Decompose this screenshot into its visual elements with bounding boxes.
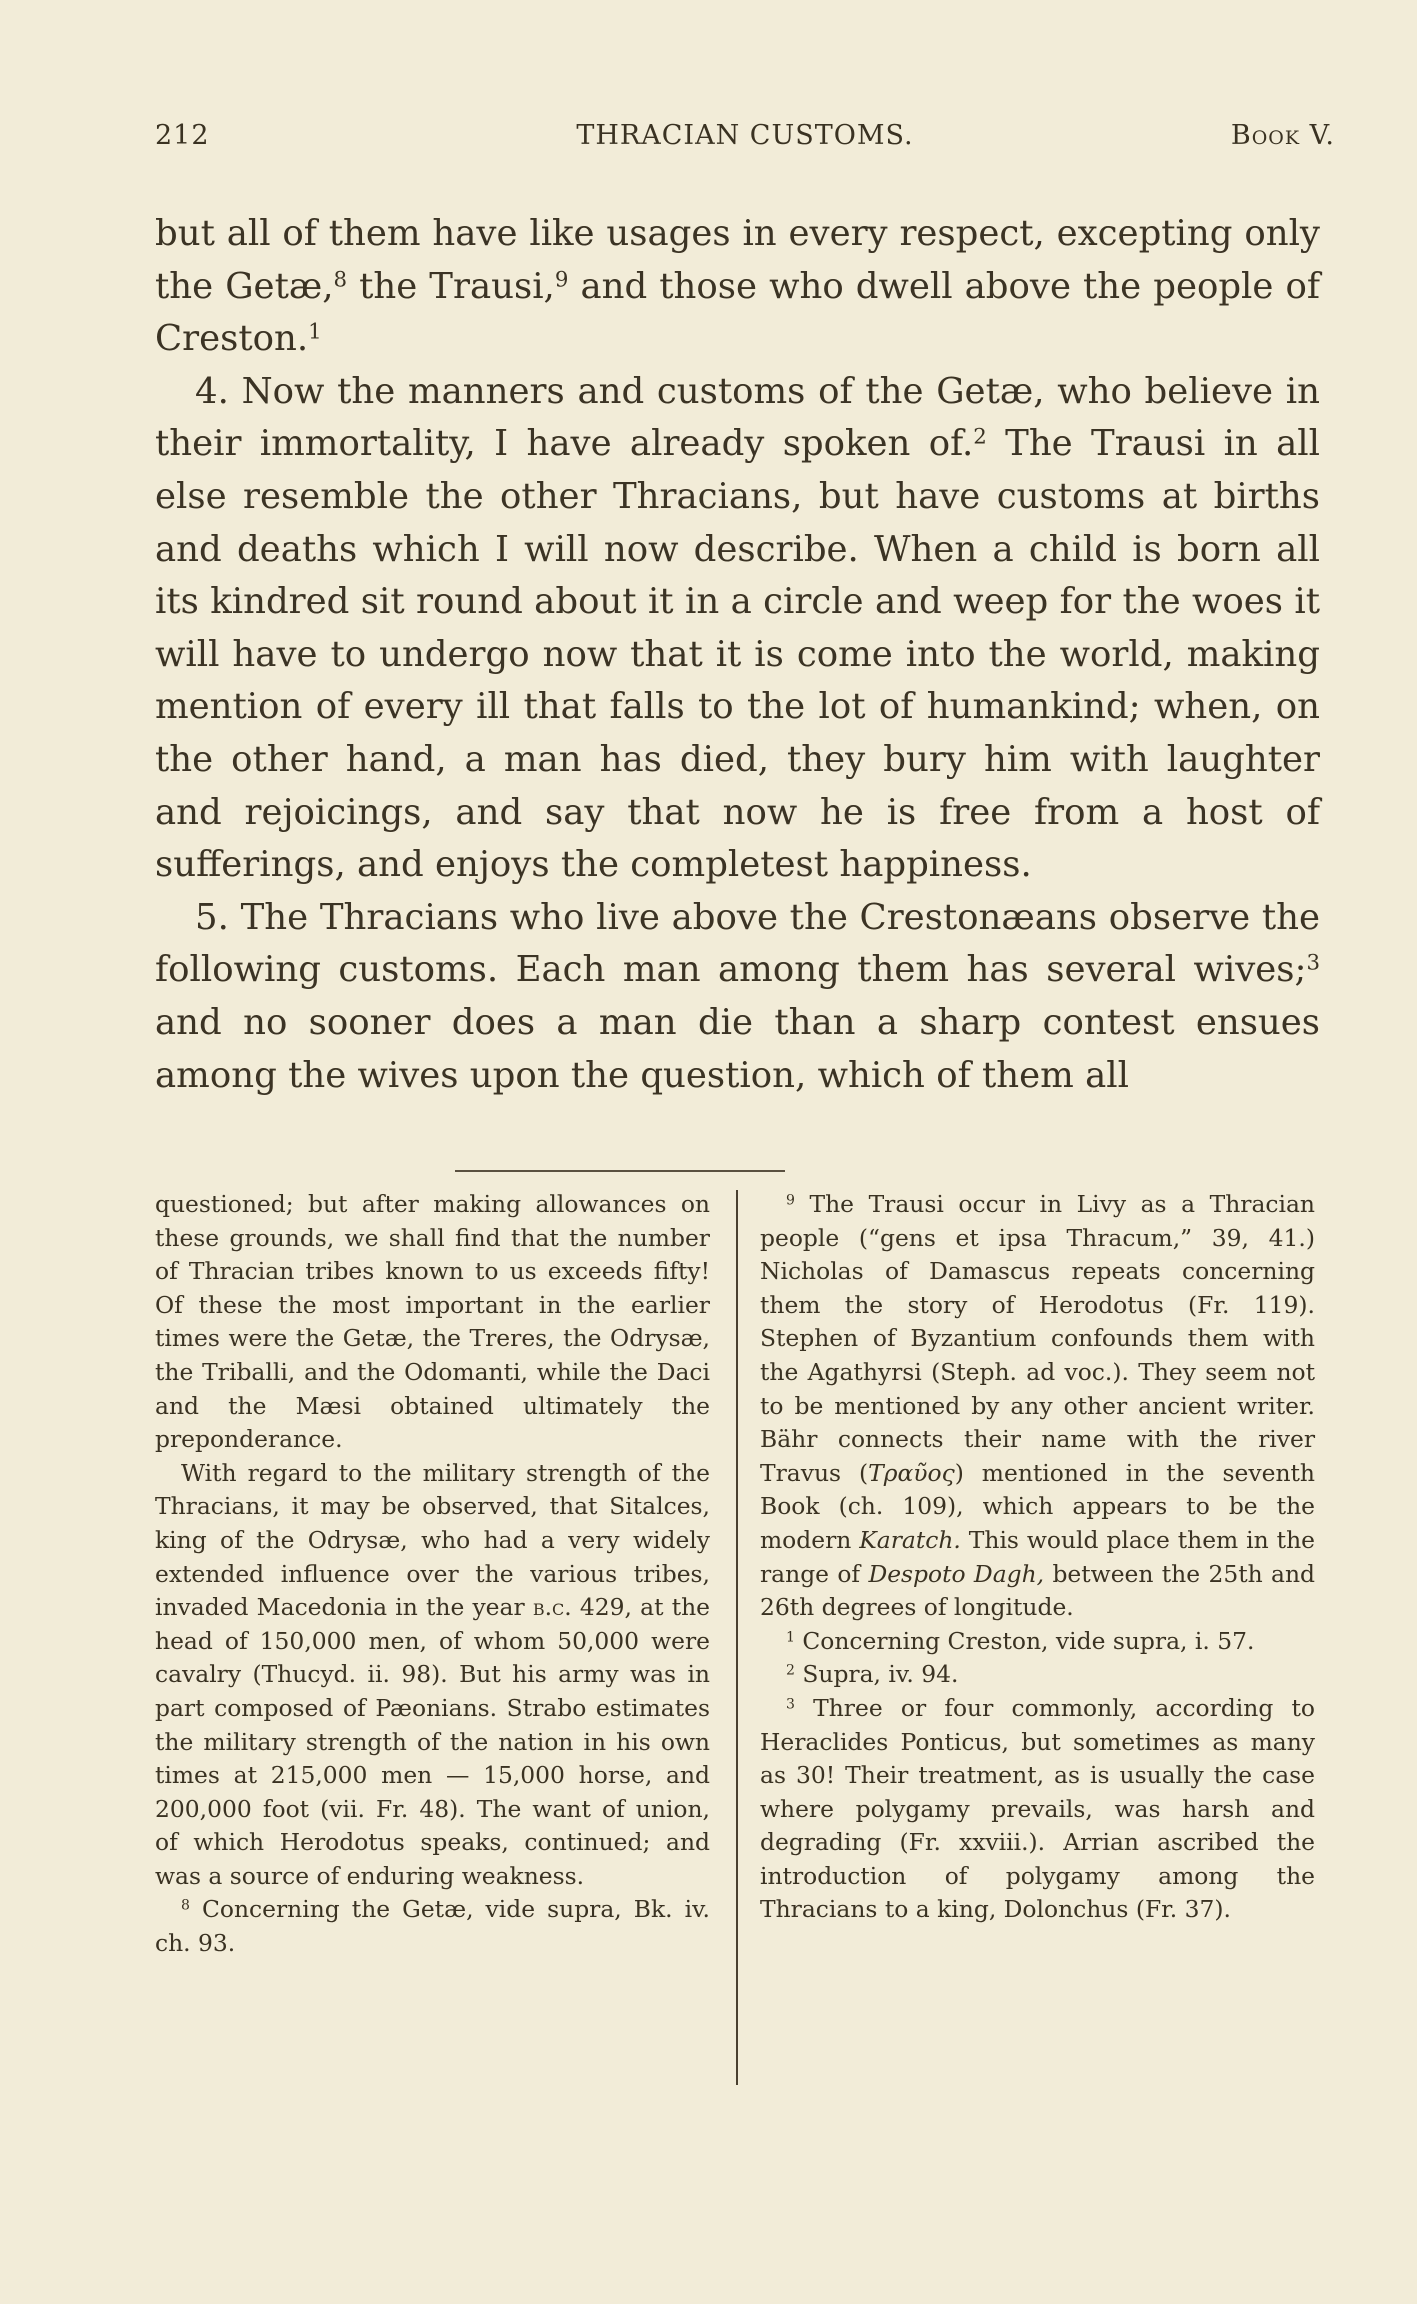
paragraph-4: 4. Now the manners and customs of the Getæ, who believe in their immortality, I have already spoken of.$^2$ The Trausi in all else resemble the other Thracians, but have customs at births and deaths which I will now describe. When a child is born all its kindred sit round about it in a circle and weep for the woes it will have to undergo now that it is come into the world, making mention of every ill that falls to the lot of humankind; when, on the other hand, a man has died, they bury him with laughter and rejoicings, and say that now he is free from a host of sufferings, and enjoys the completest happiness. — [155, 370, 1320, 886]
footnotes-right-column — [760, 1188, 1315, 1927]
footnote-ref-8: 8 — [333, 266, 348, 292]
footnote-rule — [455, 1170, 785, 1172]
footnote-ref-1: 1 — [308, 319, 322, 345]
footnote-8: $^8$ Concerning the Getæ, vide supra, Bk. iv. ch. 93. — [155, 1895, 710, 1958]
main-text — [155, 208, 1320, 1102]
footnote-ref-2: 2 — [973, 424, 987, 450]
page-number: 212 — [155, 120, 210, 151]
footnote-1: $^1$ Concerning Creston, vide supra, i. 57. — [786, 1626, 1255, 1655]
paragraph-continuation: but all of them have like usages in every respect, excepting only the Getæ,$^8$ the Trausi,$^9$ and those who dwell above the people of Creston.$^1$ — [155, 213, 1320, 360]
footnote-ref-3: 3 — [1306, 950, 1320, 976]
running-head — [155, 120, 1335, 170]
footnote-ref-9: 9 — [554, 266, 569, 292]
footnote-continuation: questioned; but after making allowances on these grounds, we shall find that the number of Thracian tribes known to us exceeds fifty! Of these the most important in the earlier times were the Getæ, the Treres, the Odrysæ, the Triballi, and the Odomanti, while the Daci and the Mæsi obtained ultimately the preponderance. — [155, 1190, 710, 1454]
book-label: Book V. — [1230, 120, 1335, 151]
footnote-2: $^2$ Supra, iv. 94. — [786, 1660, 959, 1689]
footnote-military-strength: With regard to the military strength of the Thracians, it may be observed, that Sitalces, king of the Odrysæ, who had a very widely extended influence over the various tribes, invaded Macedonia in the year b.c. 429, at the head of 150,000 men, of whom 50,000 were cavalry (Thucyd. ii. 98). But his army was in part composed of Pæonians. Strabo estimates the military strength of the nation in his own times at 215,000 men — 15,000 horse, and 200,000 foot (vii. Fr. 48). The want of union, of which Herodotus speaks, continued; and was a source of enduring weakness. — [155, 1458, 711, 1890]
footnote-3: $^3$ Three or four commonly, according to Heraclides Ponticus, but sometimes as many as 30! Their treatment, as is usually the case where polygamy prevails, was harsh and degrading (Fr. xxviii.). Arrian ascribed the introduction of polygamy among the Thracians to a king, Dolonchus (Fr. 37). — [760, 1693, 1315, 1924]
footnote-9: $^9$ The Trausi occur in Livy as a Thracian people (“gens et ipsa Thracum,” 39, 41.) Nicholas of Damascus repeats concerning them the story of Herodotus (Fr. 119). Stephen of Byzantium confounds them with the Agathyrsi (Steph. ad voc.). They seem not to be mentioned by any other ancient writer. Bähr connects their name with the river Travus (Τραῦος) mentioned in the seventh Book (ch. 109), which appears to be the modern Karatch. This would place them in the range of Despoto Dagh, between the 25th and 26th degrees of longitude. — [760, 1190, 1315, 1622]
column-divider — [736, 1190, 738, 2085]
paragraph-5: 5. The Thracians who live above the Crestonæans observe the following customs. Each man among them has several wives;$^3$ and no sooner does a man die than a sharp contest ensues among the wives upon the question, which of them all — [155, 896, 1320, 1096]
footnotes-left-column — [155, 1188, 710, 1961]
running-title: THRACIAN CUSTOMS. — [576, 120, 914, 151]
